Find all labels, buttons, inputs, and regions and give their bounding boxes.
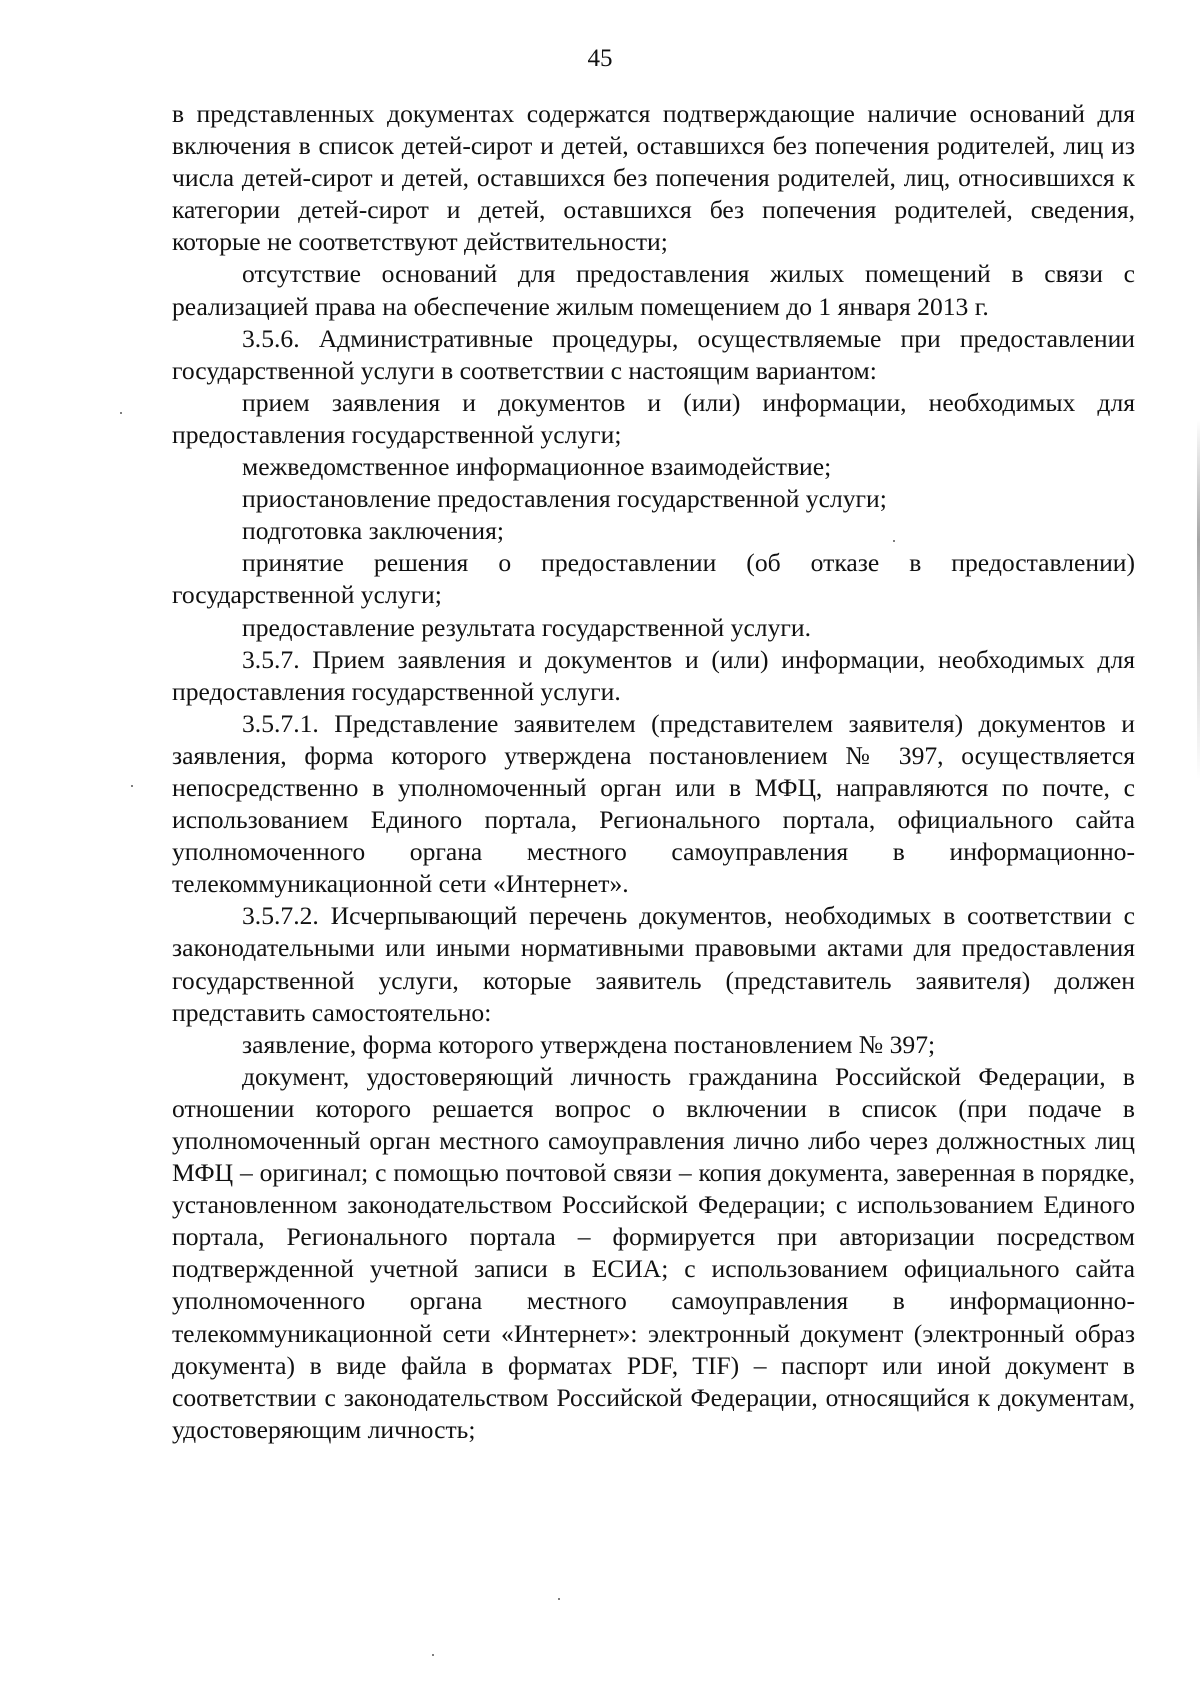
paragraph-procedure-suspension: приостановление предоставления государственной услуги; [242, 484, 887, 514]
scan-speck [893, 540, 895, 542]
scan-speck [120, 412, 122, 414]
paragraph-procedure-interagency: межведомственное информационное взаимодействие; [242, 452, 832, 482]
paragraph-3-5-6: 3.5.6. Административные процедуры, осуществляемые при предоставлении государственной услуги в соответствии с настоящим вариантом: [172, 323, 1135, 385]
paragraph-identity-document: документ, удостоверяющий личность гражданина Российской Федерации, в отношении которого решается вопрос о включении в список (при подаче в уполномоченный орган местного самоуправления лично либо через должностных лиц МФЦ – оригинал; с помощью почтовой связи – копия документа, заверенная в порядке, установленном законодательством Российской Федерации; с использованием Единого портала, Регионального портала – формируется при авторизации посредством подтвержденной учетной записи в ЕСИА; с использованием официального сайта уполномоченного органа местного самоуправления в информационно-телекоммуникационной сети «Интернет»: электронный документ (электронный образ документа) в виде файла в форматах PDF, TIF) – паспорт или иной документ в соответствии с законодательством Российской Федерации, относящийся к документам, удостоверяющим личность; [172, 1061, 1135, 1444]
paragraph-procedure-conclusion: подготовка заключения; [242, 516, 504, 546]
scan-speck [432, 1654, 434, 1656]
paragraph-no-grounds: отсутствие оснований для предоставления жилых помещений в связи с реализацией права на обеспечение жилым помещением до 1 января 2013 г. [172, 259, 1135, 321]
paragraph-procedure-decision: принятие решения о предоставлении (об отказе в предоставлении) государственной услуги; [172, 548, 1135, 610]
page-number: 45 [587, 45, 613, 72]
paragraph-grounds-continuation: в представленных документах содержатся подтверждающие наличие оснований для включения в список детей-сирот и детей, оставшихся без попечения родителей, лиц из числа детей-сирот и детей, оставшихся без попечения родителей, лиц, относившихся к категории детей-сирот и детей, оставшихся без попечения родителей, сведения, которые не соответствуют действительности; [172, 99, 1135, 257]
paragraph-procedure-result: предоставление результата государственной услуги. [242, 612, 811, 642]
scan-speck [558, 1598, 560, 1600]
paragraph-3-5-7-1: 3.5.7.1. Представление заявителем (представителем заявителя) документов и заявления, форма которого утверждена постановлением № 397, осуществляется непосредственно в уполномоченный орган или в МФЦ, направляются по почте, с использованием Единого портала, Регионального портала, официального сайта уполномоченного органа местного самоуправления в информационно-телекоммуникационной сети «Интернет». [172, 708, 1135, 899]
paragraph-application-form: заявление, форма которого утверждена постановлением № 397; [242, 1029, 936, 1059]
paragraph-procedure-reception: прием заявления и документов и (или) информации, необходимых для предоставления государственной услуги; [172, 387, 1135, 449]
paragraph-3-5-7-2: 3.5.7.2. Исчерпывающий перечень документов, необходимых в соответствии с законодательными или иными нормативными правовыми актами для предоставления государственной услуги, которые заявитель (представитель заявителя) должен представить самостоятельно: [172, 901, 1135, 1027]
paragraph-3-5-7: 3.5.7. Прием заявления и документов и (или) информации, необходимых для предоставления государственной услуги. [172, 644, 1135, 706]
document-body [172, 98, 1135, 1446]
scan-speck [131, 785, 133, 787]
